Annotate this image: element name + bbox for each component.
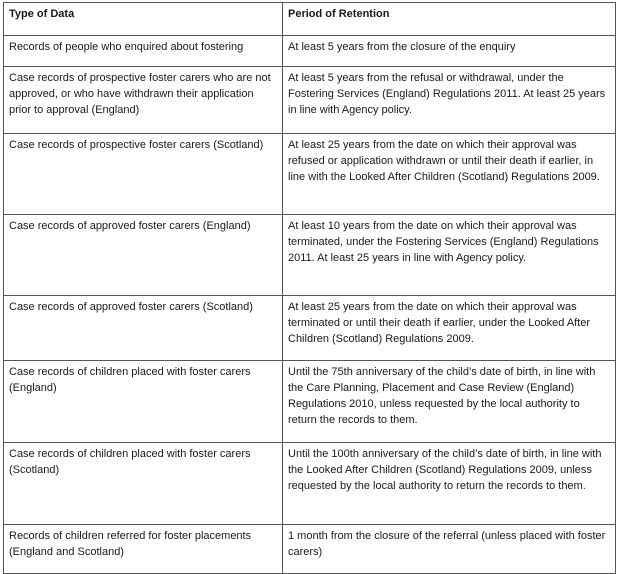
type-of-data-cell: Records of children referred for foster placements (England and Scotland): [4, 525, 283, 574]
period-of-retention-cell: At least 5 years from the closure of the enquiry: [283, 36, 616, 67]
period-of-retention-cell: At least 10 years from the date on which their approval was terminated, under the Fostering Services (England) Regulations 2011. At least 25 years in line with Agency policy.: [283, 215, 616, 296]
header-period-of-retention: Period of Retention: [283, 3, 616, 36]
type-of-data-cell: Case records of prospective foster carers who are not approved, or who have withdrawn their application prior to approval (England): [4, 67, 283, 134]
period-of-retention-cell: 1 month from the closure of the referral (unless placed with foster carers): [283, 525, 616, 574]
header-type-of-data: Type of Data: [4, 3, 283, 36]
period-of-retention-cell: Until the 75th anniversary of the child’s date of birth, in line with the Care Planning, Placement and Case Review (England) Regulations 2010, unless requested by the local authority to return the records to them.: [283, 361, 616, 443]
period-of-retention-cell: At least 5 years from the refusal or withdrawal, under the Fostering Services (England) Regulations 2011. At least 25 years in line with Agency policy.: [283, 67, 616, 134]
type-of-data-cell: Records of people who enquired about fostering: [4, 36, 283, 67]
table-row: [4, 443, 616, 525]
period-of-retention-cell: At least 25 years from the date on which their approval was refused or application withdrawn or until their death if earlier, in line with the Looked After Children (Scotland) Regulations 2009.: [283, 134, 616, 215]
table-row: [4, 296, 616, 361]
type-of-data-cell: Case records of children placed with foster carers (Scotland): [4, 443, 283, 525]
table-row: [4, 361, 616, 443]
table-row: [4, 67, 616, 134]
table-row: [4, 36, 616, 67]
type-of-data-cell: Case records of prospective foster carers (Scotland): [4, 134, 283, 215]
table-header-row: [4, 3, 616, 36]
type-of-data-cell: Case records of children placed with foster carers (England): [4, 361, 283, 443]
type-of-data-cell: Case records of approved foster carers (Scotland): [4, 296, 283, 361]
retention-table: [3, 2, 616, 574]
table-row: [4, 215, 616, 296]
table-row: [4, 134, 616, 215]
type-of-data-cell: Case records of approved foster carers (England): [4, 215, 283, 296]
period-of-retention-cell: Until the 100th anniversary of the child’s date of birth, in line with the Looked After Children (Scotland) Regulations 2009, unless requested by the local authority to return the records to them.: [283, 443, 616, 525]
period-of-retention-cell: At least 25 years from the date on which their approval was terminated or until their death if earlier, under the Looked After Children (Scotland) Regulations 2009.: [283, 296, 616, 361]
table-row: [4, 525, 616, 574]
